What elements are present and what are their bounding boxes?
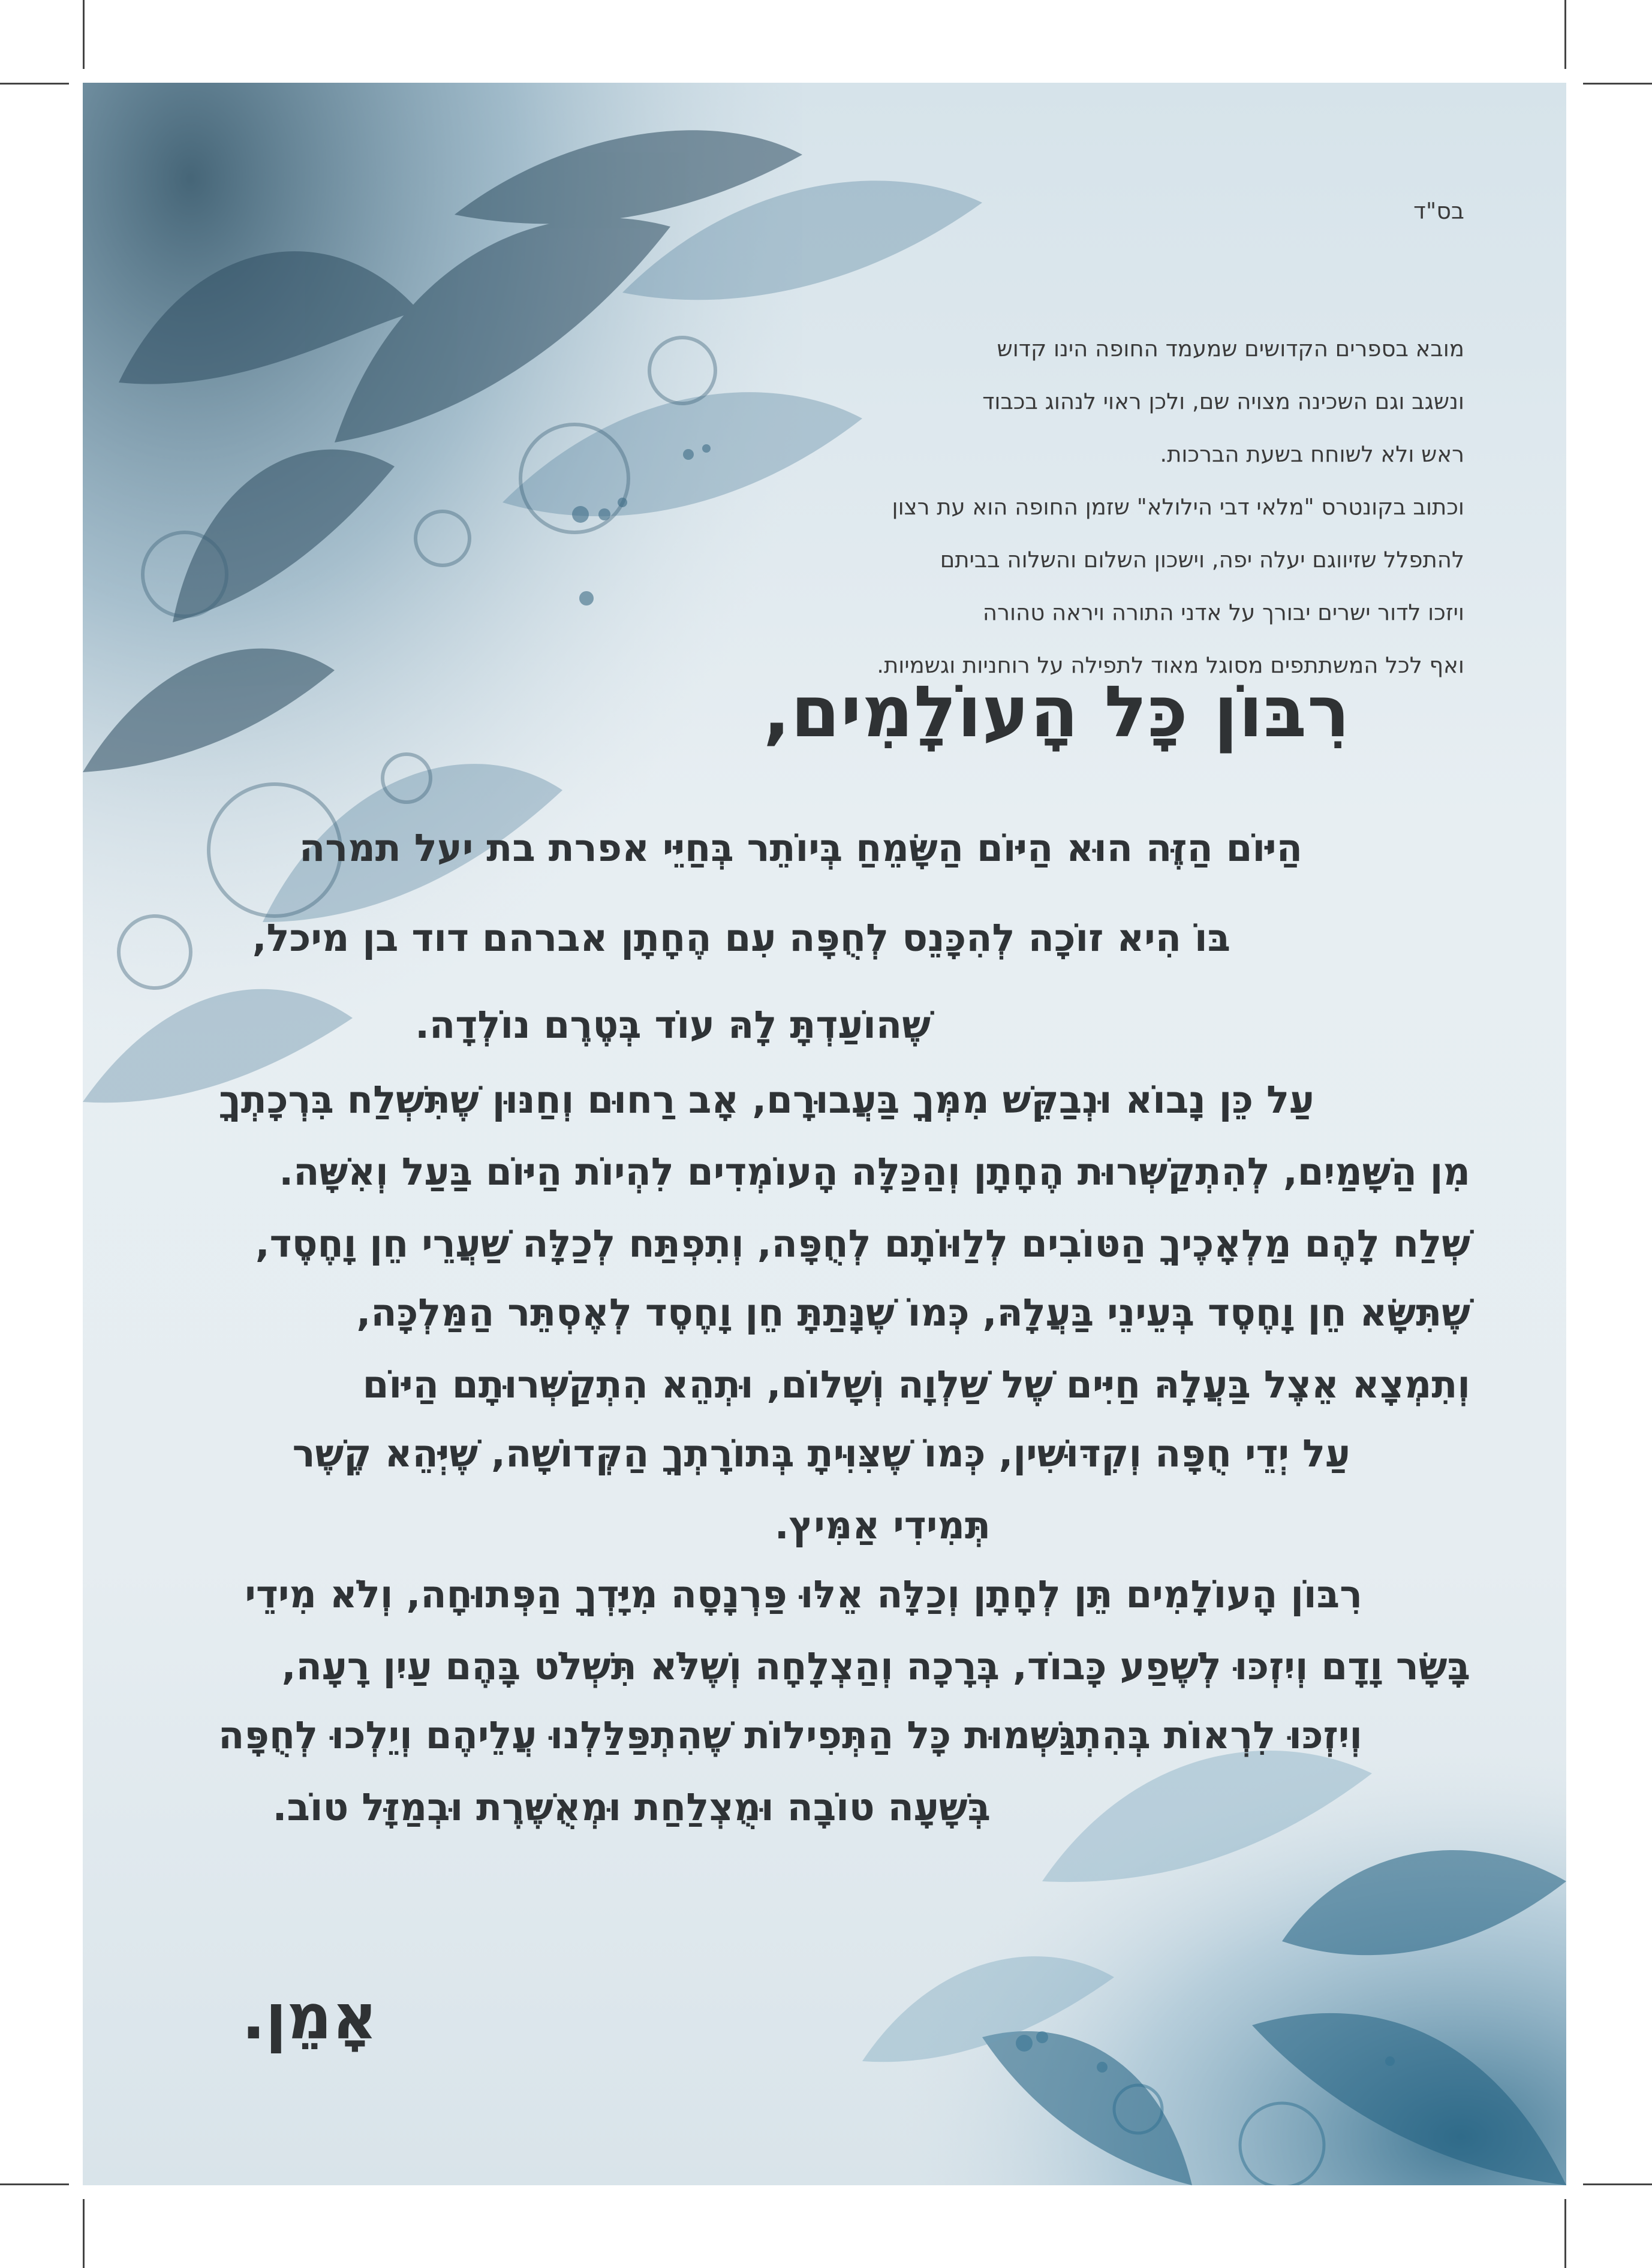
intro-line: ונשגב וגם השכינה מצויה שם, ולכן ראוי לנהוג בכבוד (982, 388, 1464, 414)
crop-mark (1583, 2183, 1652, 2185)
crop-mark (0, 83, 69, 85)
prayer-line: שֶׁהוֹעַדְתָּ לָהּ עוֹד בְּטֶרֶם נוֹלְדָה. (415, 1003, 931, 1047)
crop-mark (0, 2183, 69, 2185)
intro-paragraph (625, 323, 1464, 692)
prayer-title: רִבּוֹן כָּל הָעוֹלָמִים, (763, 670, 1350, 753)
intro-line: ויזכו לדור ישרים יבורך על אדני התורה ויראה טהורה (982, 600, 1464, 625)
prayer-line: וְתִמְצָא אֵצֶל בַּעֲלָהּ חַיִּים שֶׁל שַׁלְוָה וְשָׁלוֹם, וּתְהֵא הִתְקַשְּׁרוּתָם הַיּוֹם (362, 1363, 1470, 1406)
intro-line: וכתוב בקונטרס "מלאי דבי הילולא" שזמן החופה הוא עת רצון (892, 494, 1464, 520)
prayer-line: בָּשָׂר וָדָם וְיִזְכּוּ לְשֶׁפַע כָּבוֹד, בְּרָכָה וְהַצְלָחָה וְשֶׁלֹּא תִּשְׁלֹט בָּהֶם עַיִן רָעָה, (281, 1644, 1470, 1688)
intro-line: ראש ולא לשוחח בשעת הברכות. (1160, 441, 1464, 467)
crop-mark (83, 2199, 85, 2268)
prayer-line: וְיִזְכּוּ לִרְאוֹת בְּהִתְגַּשְּׁמוּת כָּל הַתְּפִילוֹת שֶׁהִתְפַּלַּלְנוּ עֲלֵיהֶם וְיֵלְכוּ לְחֻפָּה (218, 1713, 1362, 1757)
intro-line: מובא בספרים הקדושים שמעמד החופה הינו קדוש (997, 336, 1464, 362)
prayer-line: רִבּוֹן הָעוֹלָמִים תֵּן לְחָתָן וְכַלָּה אֵלּוּ פַּרְנָסָה מִיָּדְךָ הַפְּתוּחָה, וְלֹא מִידֵי (245, 1573, 1362, 1616)
crop-mark (1564, 2199, 1566, 2268)
amen-closing: אָמֵן. (242, 1980, 378, 2053)
prayer-line: שֶׁתִּשָּׂא חֵן וָחֶסֶד בְּעֵינֵי בַּעֲלָהּ, כְּמוֹ שֶׁנָּתַתָּ חֵן וָחֶסֶד לְאֶסְתֵּר הַמַּלְכָּה, (356, 1291, 1470, 1335)
intro-line: ואף לכל המשתתפים מסוגל מאוד לתפילה על רוחניות וגשמיות. (877, 652, 1464, 678)
prayer-line: שְׁלַח לָהֶם מַלְאָכֶיךָ הַטּוֹבִים לְלַוּוֹתָם לְחֻפָּה, וְתִפְתַּח לְכַלָּה שַׁעֲרֵי חֵן וָחֶסֶד, (255, 1222, 1470, 1266)
crop-mark (83, 0, 85, 69)
crop-mark (1583, 83, 1652, 85)
bsd-header: בס"ד (1413, 198, 1464, 224)
prayer-line: עַל יְדֵי חֻפָּה וְקִדּוּשִׁין, כְּמוֹ שֶׁצִּוִּיתָ בְּתוֹרָתְךָ הַקְּדוֹשָׁה, שֶׁיְּהֵא קֶשֶׁר (292, 1432, 1350, 1475)
prayer-line: בּוֹ הִיא זוֹכָה לְהִכָּנֵס לְחֻפָּה עִם הֶחָתָן אברהם דוד בן מיכל, (252, 916, 1230, 960)
prayer-line: הַיּוֹם הַזֶּה הוּא הַיּוֹם הַשָּׂמֵחַ בְּיוֹתֵר בְּחַיֵּי אפרת בת יעל תמרה (299, 826, 1302, 870)
crop-mark (1564, 0, 1566, 69)
intro-line: להתפלל שזיווגם יעלה יפה, וישכון השלום והשלוה בביתם (940, 547, 1464, 573)
prayer-line: תְּמִידִי אַמִּיץ. (774, 1504, 991, 1547)
prayer-line: מִן הַשָּׁמַיִם, לְהִתְקַשְּׁרוּת הֶחָתָן וְהַכַּלָּה הָעוֹמְדִים לִהְיוֹת הַיּוֹם בַּעַל וְאִשָּׁה. (279, 1150, 1470, 1194)
invitation-sheet (83, 83, 1566, 2185)
prayer-line: עַל כֵּן נָבוֹא וּנְבַקֵּשׁ מִמְּךָ בַּעֲבוּרָם, אָב רַחוּם וְחַנּוּן שֶׁתִּשְׁלַח בִּרְכָתְךָ (219, 1078, 1314, 1122)
prayer-line: בְּשָׁעָה טוֹבָה וּמֻצְלַחַת וּמְאֻשֶּׁרֶת וּבְמַזָּל טוֹב. (272, 1785, 991, 1829)
